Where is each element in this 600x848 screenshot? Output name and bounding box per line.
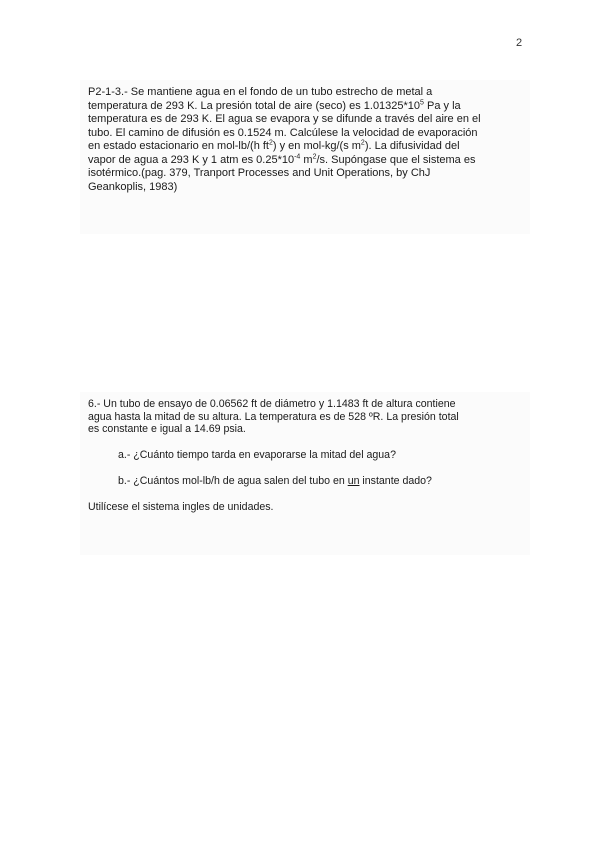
exponent: 2 xyxy=(312,152,317,160)
text-line: ) y en mol-kg/(s m xyxy=(272,140,361,152)
text-line: temperatura de 293 K. La presión total de aire (seco) es 1.01325*10 xyxy=(88,99,421,112)
text-line: ). La difusividad del xyxy=(364,140,460,152)
text-line: en estado estacionario en mol-lb/(h ft xyxy=(88,140,269,152)
text-line: agua hasta la mitad de su altura. La temperatura es de 528 ºR. La presión total xyxy=(88,410,459,423)
exponent: 2 xyxy=(269,139,273,147)
text-line: isotérmico.(pag. 379, Tranport Processes and Unit Operations, by ChJ xyxy=(88,167,431,179)
text-line: es constante e igual a 14.69 psia. xyxy=(88,423,246,436)
underlined-word: un xyxy=(347,474,360,487)
exponent: 5 xyxy=(420,98,424,106)
question-a: a.- ¿Cuánto tiempo tarda en evaporarse la mitad del agua? xyxy=(118,448,396,461)
text-line: tubo. El camino de difusión es 0.1524 m. Calcúlese la velocidad de evaporación xyxy=(88,126,478,139)
text-line: temperatura es de 293 K. El agua se evapora y se difunde a través del aire en el xyxy=(88,113,481,125)
exponent: 2 xyxy=(360,139,365,147)
problem-6 xyxy=(80,392,530,555)
text-line: Geankoplis, 1983) xyxy=(88,180,178,193)
text-line: 6.- Un tubo de ensayo de 0.06562 ft de diámetro y 1.1483 ft de altura contiene xyxy=(88,398,456,410)
question-b-text-end: instante dado? xyxy=(359,474,432,487)
exponent: -4 xyxy=(294,152,301,160)
page-number: 2 xyxy=(516,37,523,49)
text-line: Pa y la xyxy=(423,99,461,112)
problem-p2-1-3 xyxy=(80,80,530,234)
text-line: vapor de agua a 293 K y 1 atm es 0.25*10 xyxy=(88,153,295,166)
text-line: m xyxy=(300,153,313,166)
question-b xyxy=(118,475,522,488)
text-line: P2-1-3.- Se mantiene agua en el fondo de un tubo estrecho de metal a xyxy=(88,86,433,98)
problem-6-statement xyxy=(88,398,522,436)
question-b-text: b.- ¿Cuántos mol-lb/h de agua salen del tubo en xyxy=(118,474,348,487)
text-line: /s. Supóngase que el sistema es xyxy=(316,153,476,166)
problem-p2-1-3-text xyxy=(88,86,522,194)
units-instruction: Utilícese el sistema ingles de unidades. xyxy=(88,500,274,513)
